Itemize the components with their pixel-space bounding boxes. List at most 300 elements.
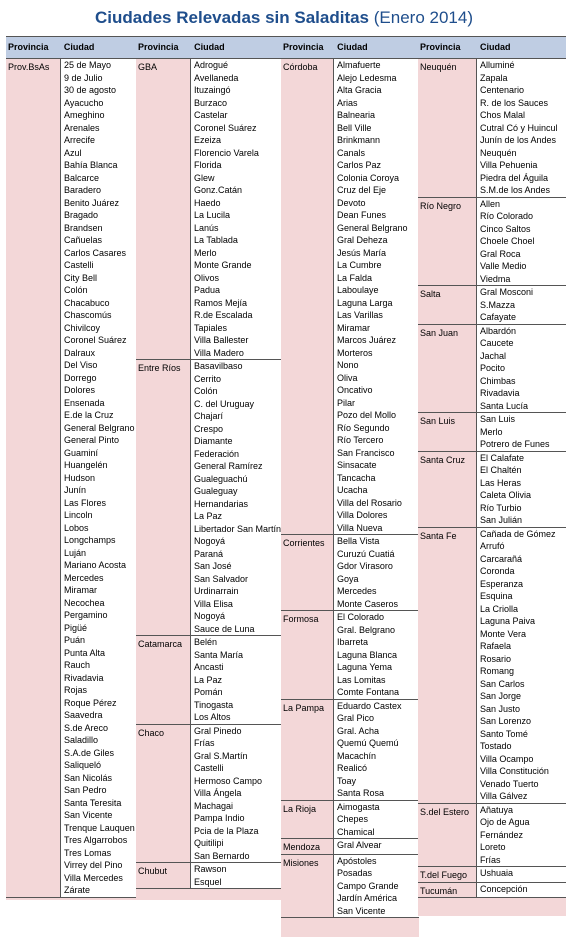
province-cell: Chaco bbox=[136, 725, 190, 863]
province-group bbox=[136, 360, 281, 636]
city-cell: R.de Escalada bbox=[194, 310, 253, 320]
city-cell: Carlos Casares bbox=[64, 247, 127, 258]
city-cell: Villa del Rosario bbox=[337, 497, 402, 508]
city-cell: Añatuya bbox=[480, 804, 514, 815]
city-cell: Lincoln bbox=[64, 510, 93, 520]
province-cell: Santa Fe bbox=[418, 528, 476, 803]
city-cell: Lanús bbox=[194, 222, 219, 233]
city-cell: Campo Grande bbox=[337, 880, 399, 891]
province-cell: Misiones bbox=[281, 855, 333, 918]
city-cell: City Bell bbox=[64, 272, 98, 283]
province-cell: Chubut bbox=[136, 863, 190, 888]
city-cell: Las Lomitas bbox=[337, 674, 386, 685]
city-cell: Tostado bbox=[480, 741, 512, 751]
column-header bbox=[6, 36, 137, 59]
city-cell: Florida bbox=[194, 160, 222, 170]
city-cell: San Bernardo bbox=[194, 850, 250, 861]
city-cell: Hermoso Campo bbox=[194, 775, 263, 786]
city-cell: Belén bbox=[194, 637, 218, 647]
header-ciudad: Ciudad bbox=[337, 42, 368, 52]
city-cell: Quitilipi bbox=[194, 838, 224, 848]
city-cell: Saliqueló bbox=[64, 760, 102, 770]
province-cell: Río Negro bbox=[418, 198, 476, 286]
city-cell: Villa Gálvez bbox=[480, 791, 528, 801]
city-cell: Gral Pinedo bbox=[194, 725, 242, 736]
city-cell: Pilar bbox=[337, 397, 356, 408]
city-cell: Hudson bbox=[64, 472, 96, 483]
city-cell: Cañuelas bbox=[64, 235, 103, 245]
city-cell: San Justo bbox=[480, 703, 521, 714]
city-list bbox=[476, 59, 566, 197]
province-cell: S.del Estero bbox=[418, 804, 476, 867]
city-cell: Arenales bbox=[64, 122, 100, 133]
city-cell: Esquel bbox=[194, 876, 222, 887]
province-group bbox=[418, 286, 566, 325]
city-cell: Alluminé bbox=[480, 60, 515, 70]
province-cell: Santa Cruz bbox=[418, 452, 476, 527]
city-list bbox=[190, 59, 281, 359]
city-cell: Villa Elisa bbox=[194, 598, 233, 609]
city-cell: Longchamps bbox=[64, 535, 116, 545]
city-cell: El Colorado bbox=[337, 612, 385, 622]
city-cell: Jesús María bbox=[337, 247, 387, 258]
city-list bbox=[333, 700, 419, 800]
city-cell: Gonz.Catán bbox=[194, 185, 243, 195]
city-cell: San Julián bbox=[480, 515, 523, 525]
city-cell: Cutral Có y Huincul bbox=[480, 122, 558, 133]
city-cell: Venado Tuerto bbox=[480, 778, 539, 789]
city-cell: San Lorenzo bbox=[480, 716, 532, 726]
city-cell: Río Tercero bbox=[337, 435, 384, 445]
city-cell: Alejo Ledesma bbox=[337, 72, 397, 83]
city-list bbox=[476, 325, 566, 413]
city-cell: Apóstoles bbox=[337, 855, 377, 866]
city-cell: San Pedro bbox=[64, 785, 107, 795]
city-cell: Laguna Blanca bbox=[337, 649, 398, 660]
province-cell: Mendoza bbox=[281, 839, 333, 854]
city-cell: Macachín bbox=[337, 750, 377, 761]
city-cell: Gral. Acha bbox=[337, 725, 380, 736]
city-cell: Santa Rosa bbox=[337, 788, 385, 798]
province-cell: Catamarca bbox=[136, 636, 190, 724]
header-ciudad: Ciudad bbox=[480, 42, 511, 52]
city-cell: Chimbas bbox=[480, 375, 516, 386]
city-cell: Tapiales bbox=[194, 322, 228, 333]
city-cell: Nono bbox=[337, 360, 359, 370]
city-cell: Colón bbox=[64, 285, 88, 295]
city-cell: Chivilcoy bbox=[64, 322, 101, 333]
city-cell: Gral Alvear bbox=[337, 840, 382, 850]
city-cell: Chos Malal bbox=[480, 110, 526, 120]
city-cell: C. del Uruguay bbox=[194, 398, 255, 409]
city-cell: Villa Nueva bbox=[337, 522, 383, 533]
city-cell: Gral Pico bbox=[337, 713, 375, 723]
city-cell: Roque Pérez bbox=[64, 697, 117, 708]
city-cell: General Pinto bbox=[64, 435, 120, 445]
city-cell: San Vicente bbox=[64, 810, 113, 820]
city-cell: Frías bbox=[194, 738, 215, 748]
city-cell: Tres Lomas bbox=[64, 847, 112, 858]
city-cell: Eduardo Castex bbox=[337, 700, 402, 711]
city-cell: Allen bbox=[480, 198, 501, 209]
city-cell: Rafaela bbox=[480, 641, 512, 651]
province-cell: Corrientes bbox=[281, 535, 333, 610]
city-cell: Glew bbox=[194, 172, 215, 183]
city-cell: 25 de Mayo bbox=[64, 60, 112, 70]
city-cell: Laboulaye bbox=[337, 285, 379, 295]
city-cell: Gral. Belgrano bbox=[337, 624, 396, 635]
city-cell: Huangelén bbox=[64, 460, 108, 470]
city-cell: Fernández bbox=[480, 829, 524, 840]
city-cell: General Ramírez bbox=[194, 461, 263, 471]
city-list bbox=[333, 611, 419, 699]
city-cell: Mercedes bbox=[337, 586, 377, 596]
city-cell: Villa Ocampo bbox=[480, 753, 534, 764]
city-cell: Azul bbox=[64, 147, 82, 158]
city-cell: Monte Vera bbox=[480, 628, 527, 639]
column-filler bbox=[281, 918, 419, 937]
table-column-3 bbox=[281, 36, 419, 937]
province-cell: Prov.BsAs bbox=[6, 59, 60, 897]
province-cell: La Pampa bbox=[281, 700, 333, 800]
province-cell: San Juan bbox=[418, 325, 476, 413]
city-cell: San Luis bbox=[480, 414, 516, 424]
city-cell: Villa Pehuenia bbox=[480, 160, 538, 170]
city-cell: Aimogasta bbox=[337, 801, 380, 812]
city-list bbox=[476, 883, 566, 898]
province-group bbox=[418, 198, 566, 287]
city-cell: Jardín América bbox=[337, 893, 398, 903]
city-list bbox=[476, 528, 566, 803]
city-cell: El Chaltén bbox=[480, 465, 522, 475]
city-cell: Alta Gracia bbox=[337, 85, 382, 95]
column-header bbox=[281, 36, 419, 59]
city-cell: Junín bbox=[64, 485, 87, 495]
city-cell: Viedma bbox=[480, 273, 511, 284]
city-cell: La Cumbre bbox=[337, 260, 382, 270]
city-cell: Chajarí bbox=[194, 411, 224, 421]
table-column-1 bbox=[6, 36, 137, 900]
province-group bbox=[281, 59, 419, 535]
city-cell: Ramos Mejía bbox=[194, 297, 248, 308]
city-cell: Morteros bbox=[337, 347, 373, 358]
city-list bbox=[190, 725, 281, 863]
city-cell: Rauch bbox=[64, 660, 91, 670]
city-list bbox=[333, 59, 419, 534]
city-cell: Frías bbox=[480, 854, 501, 865]
city-cell: Bell Ville bbox=[337, 122, 372, 133]
city-cell: Gral S.Martín bbox=[194, 750, 248, 761]
province-cell: Tucumán bbox=[418, 883, 476, 898]
city-cell: Cinco Saltos bbox=[480, 223, 531, 234]
city-cell: Pomán bbox=[194, 687, 223, 697]
city-cell: Ituzaingó bbox=[194, 85, 231, 95]
city-cell: Villa Constitución bbox=[480, 766, 549, 776]
city-cell: Gualeguachú bbox=[194, 473, 248, 484]
city-cell: Chepes bbox=[337, 814, 369, 824]
province-group bbox=[418, 413, 566, 452]
city-cell: Dolores bbox=[64, 385, 96, 395]
city-cell: Avellaneda bbox=[194, 72, 239, 83]
city-cell: S.A.de Giles bbox=[64, 747, 115, 758]
city-list bbox=[333, 839, 419, 854]
city-cell: La Criolla bbox=[480, 603, 519, 614]
city-cell: Nogoyá bbox=[194, 536, 226, 546]
city-cell: Realicó bbox=[337, 763, 368, 773]
city-cell: Merlo bbox=[480, 426, 503, 437]
city-cell: Guaminí bbox=[64, 447, 99, 458]
city-cell: Neuquén bbox=[480, 147, 517, 158]
city-cell: La Paz bbox=[194, 511, 223, 521]
city-cell: Los Altos bbox=[194, 712, 231, 722]
city-cell: Haedo bbox=[194, 197, 221, 208]
city-cell: Santa María bbox=[194, 649, 244, 660]
province-cell: Salta bbox=[418, 286, 476, 324]
city-cell: Ucacha bbox=[337, 485, 368, 495]
city-cell: Carlos Paz bbox=[337, 160, 382, 170]
city-list bbox=[333, 535, 419, 610]
column-header bbox=[136, 36, 281, 59]
city-cell: Gral Roca bbox=[480, 248, 521, 259]
city-cell: General Belgrano bbox=[337, 222, 408, 233]
city-cell: Comte Fontana bbox=[337, 687, 400, 697]
city-cell: Gdor Virasoro bbox=[337, 561, 393, 571]
city-cell: Baradero bbox=[64, 185, 102, 195]
city-cell: Carcarañá bbox=[480, 553, 523, 564]
city-cell: Posadas bbox=[337, 868, 373, 878]
city-cell: S.Mazza bbox=[480, 299, 516, 310]
city-cell: Pergamino bbox=[64, 610, 108, 620]
province-cell: Entre Ríos bbox=[136, 360, 190, 635]
city-cell: Nogoyá bbox=[194, 611, 226, 621]
city-cell: Chamical bbox=[337, 826, 375, 837]
city-cell: Río Segundo bbox=[337, 422, 390, 433]
city-cell: Ojo de Agua bbox=[480, 817, 530, 827]
city-cell: Padua bbox=[194, 285, 221, 295]
city-cell: Pocito bbox=[480, 363, 506, 373]
city-cell: Machagai bbox=[194, 800, 234, 811]
city-list bbox=[476, 286, 566, 324]
city-cell: Piedra del Águila bbox=[480, 172, 549, 183]
city-cell: Miramar bbox=[64, 585, 97, 595]
city-cell: Rojas bbox=[64, 685, 88, 695]
city-cell: Balnearia bbox=[337, 110, 376, 120]
province-group bbox=[136, 59, 281, 360]
city-cell: S.M.de los Andes bbox=[480, 185, 551, 195]
city-cell: Puán bbox=[64, 635, 86, 645]
page-title bbox=[0, 8, 568, 28]
city-cell: Las Heras bbox=[480, 477, 522, 488]
city-cell: Brinkmann bbox=[337, 135, 381, 145]
province-group bbox=[418, 452, 566, 528]
city-cell: Cañada de Gómez bbox=[480, 528, 556, 539]
city-cell: Gualeguay bbox=[194, 486, 238, 496]
city-cell: Caleta Olivia bbox=[480, 490, 532, 500]
city-cell: Del Viso bbox=[64, 360, 98, 370]
city-cell: Paraná bbox=[194, 548, 224, 559]
province-group bbox=[281, 535, 419, 611]
province-group bbox=[281, 855, 419, 919]
city-cell: Esperanza bbox=[480, 578, 524, 589]
city-cell: Caucete bbox=[480, 338, 514, 348]
header-ciudad: Ciudad bbox=[194, 42, 225, 52]
city-cell: Esquina bbox=[480, 591, 513, 601]
city-cell: General Belgrano bbox=[64, 422, 135, 433]
city-cell: San Salvador bbox=[194, 573, 249, 584]
city-list bbox=[190, 360, 281, 635]
province-group bbox=[281, 839, 419, 855]
city-cell: Laguna Paiva bbox=[480, 616, 536, 626]
city-cell: Ayacucho bbox=[64, 97, 104, 108]
city-cell: Olivos bbox=[194, 272, 220, 283]
city-cell: 9 de Julio bbox=[64, 72, 103, 83]
province-cell: Neuquén bbox=[418, 59, 476, 197]
province-group bbox=[418, 804, 566, 868]
province-group bbox=[418, 59, 566, 198]
city-cell: Mariano Acosta bbox=[64, 560, 127, 570]
city-cell: Sauce de Luna bbox=[194, 623, 255, 634]
city-cell: Albardón bbox=[480, 325, 517, 336]
city-cell: Coronel Suárez bbox=[64, 335, 127, 345]
city-cell: Bahía Blanca bbox=[64, 160, 118, 170]
city-cell: Choele Choel bbox=[480, 236, 535, 246]
province-cell: GBA bbox=[136, 59, 190, 359]
header-provincia: Provincia bbox=[8, 42, 49, 52]
city-cell: Romang bbox=[480, 666, 515, 676]
city-cell: Quemú Quemú bbox=[337, 738, 399, 748]
city-cell: Burzaco bbox=[194, 97, 228, 108]
city-cell: Dean Funes bbox=[337, 210, 387, 220]
province-cell: San Luis bbox=[418, 413, 476, 451]
city-cell: Pigüé bbox=[64, 622, 88, 633]
city-cell: Pampa Indio bbox=[194, 813, 245, 823]
city-cell: Monte Caseros bbox=[337, 598, 399, 609]
city-cell: Necochea bbox=[64, 597, 105, 608]
city-cell: Crespo bbox=[194, 423, 224, 434]
city-cell: Trenque Lauquen bbox=[64, 822, 135, 833]
city-cell: Miramar bbox=[337, 322, 370, 333]
city-cell: Rosario bbox=[480, 653, 512, 664]
city-cell: Diamante bbox=[194, 436, 233, 446]
city-cell: Loreto bbox=[480, 842, 506, 852]
city-list bbox=[190, 636, 281, 724]
province-group bbox=[136, 636, 281, 725]
city-cell: Centenario bbox=[480, 85, 525, 95]
city-list bbox=[190, 863, 281, 888]
city-cell: San Carlos bbox=[480, 678, 525, 689]
city-cell: Villa Mercedes bbox=[64, 872, 123, 883]
city-cell: Benito Juárez bbox=[64, 197, 120, 208]
city-cell: Valle Medio bbox=[480, 261, 527, 271]
city-cell: Zapala bbox=[480, 72, 508, 83]
table-column-4 bbox=[418, 36, 566, 916]
city-cell: La Falda bbox=[337, 272, 373, 283]
city-cell: Chacabuco bbox=[64, 297, 110, 308]
city-cell: Coronel Suárez bbox=[194, 122, 257, 133]
city-cell: San Francisco bbox=[337, 447, 395, 458]
city-cell: Arias bbox=[337, 97, 358, 108]
city-cell: La Paz bbox=[194, 674, 223, 685]
city-cell: Castelar bbox=[194, 110, 228, 120]
city-cell: Chascomús bbox=[64, 310, 112, 320]
city-list bbox=[476, 198, 566, 286]
city-cell: Colón bbox=[194, 386, 218, 396]
city-cell: Ancasti bbox=[194, 662, 224, 672]
city-cell: Gral Deheza bbox=[337, 235, 388, 245]
city-cell: Sinsacate bbox=[337, 460, 377, 470]
city-cell: Tancacha bbox=[337, 472, 376, 483]
city-cell: Oliva bbox=[337, 372, 358, 383]
city-cell: Canals bbox=[337, 147, 366, 158]
province-cell: Córdoba bbox=[281, 59, 333, 534]
city-cell: Gral Mosconi bbox=[480, 287, 534, 297]
city-cell: Basavilbaso bbox=[194, 361, 243, 371]
city-cell: Ushuaia bbox=[480, 868, 514, 878]
city-cell: Libertador San Martín bbox=[194, 523, 281, 534]
city-cell: Villa Dolores bbox=[337, 510, 388, 520]
city-cell: Urdinarrain bbox=[194, 586, 239, 596]
city-cell: Arrecife bbox=[64, 135, 96, 145]
city-cell: Toay bbox=[337, 775, 357, 786]
city-cell: Curuzú Cuatiá bbox=[337, 548, 395, 559]
city-cell: Rivadavia bbox=[64, 672, 104, 683]
city-cell: E.de la Cruz bbox=[64, 410, 114, 420]
city-cell: Potrero de Funes bbox=[480, 439, 550, 449]
city-cell: Concepción bbox=[480, 883, 528, 894]
city-cell: El Calafate bbox=[480, 452, 525, 463]
province-group bbox=[136, 863, 281, 889]
city-cell: Bella Vista bbox=[337, 536, 380, 546]
city-list bbox=[60, 59, 137, 897]
header-provincia: Provincia bbox=[420, 42, 461, 52]
city-cell: Santa Teresita bbox=[64, 797, 122, 808]
city-cell: Coronda bbox=[480, 566, 515, 576]
city-cell: Saavedra bbox=[64, 710, 103, 720]
city-cell: Dorrego bbox=[64, 372, 97, 383]
city-list bbox=[333, 855, 419, 918]
city-cell: Santa Lucía bbox=[480, 400, 529, 411]
city-cell: Bragado bbox=[64, 210, 99, 220]
city-cell: R. de los Sauces bbox=[480, 97, 549, 108]
city-cell: Colonia Coroya bbox=[337, 172, 400, 183]
city-cell: Pozo del Mollo bbox=[337, 410, 397, 420]
city-cell: Saladillo bbox=[64, 735, 99, 745]
city-cell: Ezeiza bbox=[194, 135, 222, 145]
city-list bbox=[476, 804, 566, 867]
city-cell: San Nicolás bbox=[64, 772, 113, 783]
city-cell: Federación bbox=[194, 448, 240, 459]
province-group bbox=[418, 325, 566, 414]
province-cell: La Rioja bbox=[281, 801, 333, 839]
city-cell: Virrey del Pino bbox=[64, 860, 123, 870]
province-group bbox=[418, 867, 566, 883]
city-cell: Marcos Juárez bbox=[337, 335, 397, 345]
city-cell: Laguna Yema bbox=[337, 662, 393, 672]
city-cell: La Tablada bbox=[194, 235, 238, 245]
city-cell: Pcia de la Plaza bbox=[194, 825, 259, 836]
province-group bbox=[6, 59, 137, 898]
city-cell: Las Varillas bbox=[337, 310, 383, 320]
city-cell: San José bbox=[194, 561, 232, 571]
city-cell: Monte Grande bbox=[194, 260, 252, 270]
city-cell: Dalraux bbox=[64, 347, 96, 358]
city-cell: Balcarce bbox=[64, 172, 100, 183]
city-cell: Tres Algarrobos bbox=[64, 835, 128, 845]
city-cell: Adrogué bbox=[194, 60, 229, 70]
city-cell: Villa Ballester bbox=[194, 335, 249, 345]
city-cell: Las Flores bbox=[64, 497, 107, 508]
city-cell: Cafayate bbox=[480, 312, 517, 322]
